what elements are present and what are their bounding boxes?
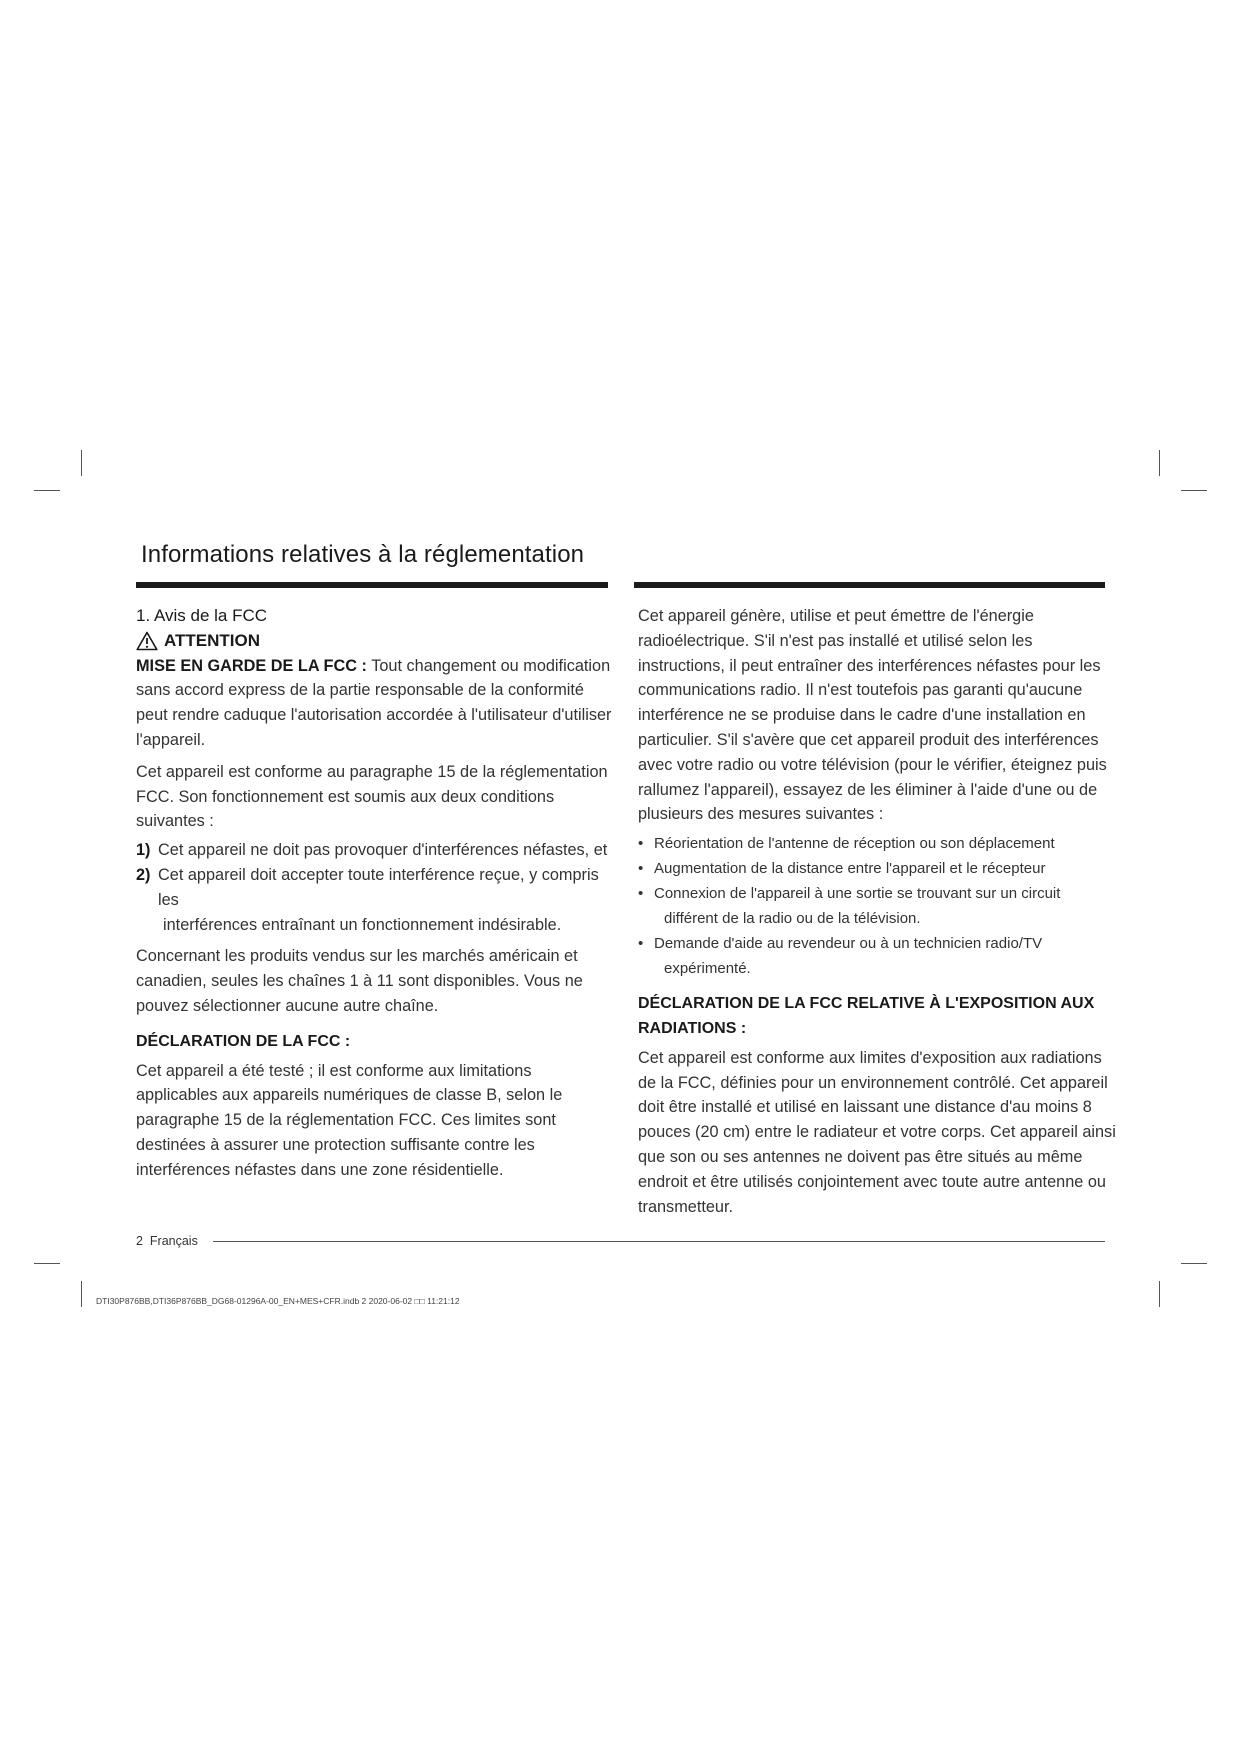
- condition-text: Cet appareil ne doit pas provoquer d'interférences néfastes, et: [158, 841, 608, 860]
- list-item: • Augmentation de la distance entre l'appareil et le récepteur: [638, 860, 1046, 878]
- crop-mark: [81, 1281, 82, 1307]
- condition-text-continued: interférences entraînant un fonctionnement indésirable.: [163, 915, 562, 934]
- crop-mark: [34, 1263, 60, 1264]
- list-item: • Connexion de l'appareil à une sortie se trouvant sur un circuit différent de la radio ou de la télévision.: [638, 885, 1061, 928]
- caution-paragraph: [136, 654, 614, 753]
- condition-item: [136, 863, 614, 937]
- right-column: [638, 604, 1118, 1219]
- caution-bold: MISE EN GARDE DE LA FCC :: [136, 656, 367, 675]
- crop-mark: [1181, 1263, 1207, 1264]
- list-item: • Demande d'aide au revendeur ou à un technicien radio/TV expérimenté.: [638, 935, 1043, 978]
- attention-heading: [136, 629, 614, 654]
- condition-text: Cet appareil doit accepter toute interférence reçue, y compris les: [158, 865, 599, 909]
- exposure-heading: DÉCLARATION DE LA FCC RELATIVE À L'EXPOSITION AUX RADIATIONS :: [638, 995, 1095, 1037]
- declaration-paragraph: Cet appareil a été testé ; il est conforme aux limitations applicables aux appareils numériques de classe B, selon le paragraphe 15 de la réglementation FCC. Ces limites sont destinées à assurer une protection suffisante contre les interférences néfastes dans une zone résidentielle.: [136, 1061, 563, 1179]
- footer-language: Français: [149, 1234, 198, 1248]
- declaration-heading: DÉCLARATION DE LA FCC :: [136, 1032, 351, 1050]
- condition-number: 2): [136, 865, 151, 884]
- condition-number: 1): [136, 841, 151, 860]
- left-column: [136, 604, 614, 1183]
- attention-label: ATTENTION: [164, 630, 261, 650]
- page-title: Informations relatives à la réglementation: [141, 541, 585, 568]
- title-rule-left: [136, 582, 608, 588]
- page-number: 2: [136, 1234, 143, 1248]
- crop-mark: [1159, 450, 1160, 476]
- title-rule-right: [634, 582, 1105, 588]
- crop-mark: [34, 490, 60, 491]
- page-footer: [136, 1234, 198, 1248]
- channels-paragraph: Concernant les produits vendus sur les marchés américain et canadien, seules les chaînes 1 à 11 sont disponibles. Vous ne pouvez sélectionner aucune autre chaîne.: [136, 947, 583, 1015]
- condition-item: [136, 838, 614, 863]
- measures-list: [638, 831, 1118, 981]
- conform-paragraph: Cet appareil est conforme au paragraphe 15 de la réglementation FCC. Son fonctionnement est soumis aux deux conditions suivantes :: [136, 762, 608, 831]
- list-item: • Réorientation de l'antenne de réception ou son déplacement: [638, 835, 1055, 853]
- footer-rule: [213, 1241, 1105, 1242]
- caution-text: Tout changement ou modification sans accord express de la partie responsable de la conformité peut rendre caduque l'autorisation accordée à l'utilisateur d'utiliser l'appareil.: [136, 656, 612, 749]
- intro-paragraph: Cet appareil génère, utilise et peut émettre de l'énergie radioélectrique. S'il n'est pas installé et utilisé selon les instructions, il peut entraîner des interférences néfastes pour les communications radio. Il n'est toutefois pas garanti qu'aucune interférence ne se produise dans le cadre d'une installation en particulier. S'il s'avère que cet appareil produit des interférences avec votre radio ou votre télévision (pour le vérifier, éteignez puis rallumez l'appareil), essayez de les éliminer à l'aide d'une ou de plusieurs des mesures suivantes :: [638, 607, 1107, 824]
- crop-mark: [1159, 1281, 1160, 1307]
- crop-mark: [81, 450, 82, 476]
- section-heading: 1. Avis de la FCC: [136, 606, 268, 625]
- exposure-paragraph: Cet appareil est conforme aux limites d'exposition aux radiations de la FCC, définies pour un environnement contrôlé. Cet appareil doit être installé et utilisé en laissant une distance d'au moins 8 pouces (20 cm) entre le radiateur et votre corps. Cet appareil ainsi que son ou ses antennes ne doivent pas être situés au même endroit et être utilisés conjointement avec toute autre antenne ou transmetteur.: [638, 1048, 1116, 1216]
- print-slug: DTI30P876BB,DTI36P876BB_DG68-01296A-00_EN+MES+CFR.indb 2 2020-06-02 □□ 11:21:12: [96, 1296, 460, 1306]
- crop-mark: [1181, 490, 1207, 491]
- warning-triangle-icon: [136, 631, 158, 651]
